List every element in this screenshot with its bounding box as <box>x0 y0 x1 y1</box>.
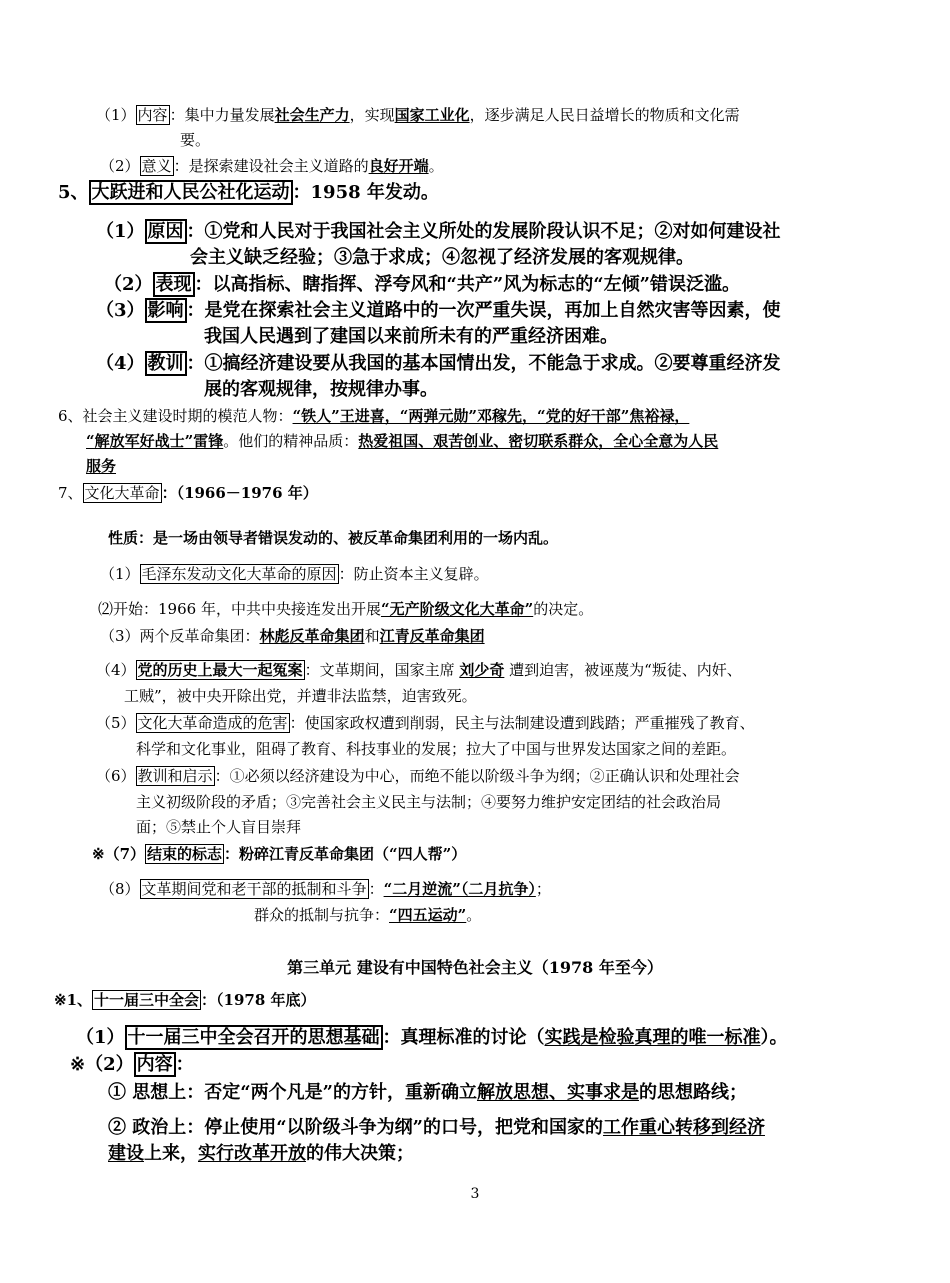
underlined-term: 良好开端 <box>368 157 429 175</box>
section-5-lesson-cont: 展的客观规律，按规律办事。 <box>204 379 438 400</box>
unit-3-content-politics-cont: 建设上来，实行改革开放的伟大决策； <box>108 1143 414 1164</box>
keyword-box: 十一届三中全会召开的思想基础 <box>125 1025 383 1050</box>
section-6-line-1: 6、社会主义建设时期的模范人物：“铁人”王进喜，“两弹元勋”邓稼先，“党的好干部”焦裕禄， <box>58 407 690 425</box>
section-7-end: ※（7） 结束的标志 ：粉碎江青反革命集团（“四人帮”） <box>92 845 467 863</box>
keyword-box: 内容 <box>137 106 168 124</box>
keyword-box: 意义 <box>141 157 172 175</box>
underlined-term: 江青反革命集团 <box>379 627 485 645</box>
section-7-harm: （5） 文化大革命造成的危害 ：使国家政权遭到削弱，民主与法制建设遭到践踏；严重摧残了教育、 <box>96 714 755 732</box>
section-7-nature: 性质：是一场由领导者错误发动的、被反革命集团利用的一场内乱。 <box>108 529 559 547</box>
section-5-manifest: （2） 表现 ：以高指标、瞎指挥、浮夸风和“共产”风为标志的“左倾”错误泛滥。 <box>104 274 740 295</box>
keyword-box: 教训和启示 <box>137 767 213 785</box>
section-6-line-3 <box>86 457 116 476</box>
section-7-resist-cont: 群众的抵制与抗争：“四五运动”。 <box>254 906 482 924</box>
underlined-term: 国家工业化 <box>394 106 470 124</box>
underlined-term: “四五运动” <box>389 906 467 924</box>
underlined-term: 社会生产力 <box>274 106 350 124</box>
keyword-box: 表现 <box>153 272 195 297</box>
underlined-term: 建设 <box>108 1143 144 1164</box>
keyword-box: 大跃进和人民公社化运动 <box>89 180 293 205</box>
section-7-harm-cont: 科学和文化事业，阻碍了教育、科技事业的发展；拉大了中国与世界发达国家之间的差距。 <box>136 740 737 758</box>
underlined-term: 实践是检验真理的唯一标准 <box>544 1027 761 1048</box>
section-7-groups: （3）两个反革命集团：林彪反革命集团和江青反革命集团 <box>100 627 485 645</box>
section-5-cause-cont: 会主义缺乏经验；③急于求成；④忽视了经济发展的客观规律。 <box>190 247 694 268</box>
keyword-box: 十一届三中全会 <box>94 991 200 1009</box>
keyword-box: 结束的标志 <box>147 845 223 863</box>
unit-3-section-1: ※1、 十一届三中全会 ：（1978 年底） <box>54 991 316 1009</box>
keyword-box: 教训 <box>145 351 187 376</box>
section-5-impact: （3） 影响 ：是党在探索社会主义道路中的一次严重失误，再加上自然灾害等因素，使 <box>96 300 781 321</box>
section-7-case: （4） 党的历史上最大一起冤案 ：文革期间，国家主席 刘少奇 遭到迫害，被诬蔑为“叛徒、内奸、 <box>96 661 742 679</box>
keyword-box: 文化大革命造成的危害 <box>137 714 288 732</box>
content-line-1: （1） 内容 ：集中力量发展社会生产力，实现国家工业化，逐步满足人民日益增长的物质和文化需 <box>96 106 740 124</box>
section-7-resist: （8） 文革期间党和老干部的抵制和斗争 ：“二月逆流”（二月抗争）； <box>100 880 551 898</box>
section-7-start: ⑵开始：1966 年，中共中央接连发出开展“无产阶级文化大革命”的决定。 <box>98 600 594 618</box>
section-5-cause: （1） 原因 ：①党和人民对于我国社会主义所处的发展阶段认识不足；②对如何建设社 <box>96 221 781 242</box>
unit-3-content-ideology: ① 思想上：否定“两个凡是”的方针，重新确立解放思想、实事求是的思想路线； <box>108 1082 747 1103</box>
underlined-term: 实行改革开放 <box>198 1143 306 1164</box>
keyword-box: 党的历史上最大一起冤案 <box>137 661 303 679</box>
keyword-box: 文革期间党和老干部的抵制和斗争 <box>141 880 367 898</box>
unit-3-title: 第三单元 建设有中国特色社会主义（1978 年至今） <box>287 958 663 977</box>
underlined-term: 解放思想、实事求是 <box>476 1082 639 1103</box>
unit-3-basis: （1） 十一届三中全会召开的思想基础 ：真理标准的讨论（实践是检验真理的唯一标准）。 <box>76 1027 788 1048</box>
section-6-line-2: “解放军好战士”雷锋。他们的精神品质：热爱祖国、艰苦创业、密切联系群众，全心全意为人民 <box>86 432 719 450</box>
underlined-term: 林彪反革命集团 <box>259 627 365 645</box>
section-7-lesson: （6） 教训和启示 ：①必须以经济建设为中心，而绝不能以阶级斗争为纲；②正确认识和处理社会 <box>96 767 740 785</box>
underlined-term: “无产阶级文化大革命” <box>380 600 534 618</box>
section-7-heading: 7、 文化大革命 ：（1966－1976 年） <box>58 484 318 502</box>
unit-3-content-heading: ※（2） 内容 ： <box>70 1054 194 1075</box>
keyword-box: 影响 <box>145 298 187 323</box>
section-7-lesson-cont-1: 主义初级阶段的矛盾；③完善社会主义民主与法制；④要努力维护安定团结的社会政治局 <box>136 793 722 811</box>
keyword-box: 内容 <box>134 1052 176 1077</box>
underlined-term: “铁人”王进喜，“两弹元勋”邓稼先，“党的好干部”焦裕禄， <box>292 407 690 425</box>
section-5-lesson: （4） 教训 ：①搞经济建设要从我国的基本国情出发，不能急于求成。②要尊重经济发 <box>96 353 781 374</box>
underlined-term: 工作重心转移到经济 <box>602 1117 765 1138</box>
section-7-case-cont: 工贼”，被中央开除出党，并遭非法监禁，迫害致死。 <box>124 687 477 705</box>
section-7-lesson-cont-2: 面；⑤禁止个人盲目崇拜 <box>136 818 302 836</box>
section-7-cause: （1） 毛泽东发动文化大革命的原因 ：防止资本主义复辟。 <box>100 565 489 583</box>
underlined-term: “二月逆流”（二月抗争） <box>383 880 536 898</box>
underlined-term: “解放军好战士”雷锋 <box>86 432 224 450</box>
keyword-box: 原因 <box>145 219 187 244</box>
section-5-impact-cont: 我国人民遇到了建国以来前所未有的严重经济困难。 <box>204 326 618 347</box>
significance-line: （2） 意义 ：是探索建设社会主义道路的良好开端。 <box>100 157 444 175</box>
keyword-box: 毛泽东发动文化大革命的原因 <box>141 565 337 583</box>
underlined-term: 刘少奇 <box>459 661 505 679</box>
page-number: 3 <box>470 1186 480 1202</box>
content-line-1-cont: 要。 <box>180 131 211 149</box>
keyword-box: 文化大革命 <box>84 484 160 502</box>
underlined-term: 热爱祖国、艰苦创业、密切联系群众，全心全意为人民 <box>358 432 719 450</box>
underlined-term: 服务 <box>86 457 117 475</box>
unit-3-content-politics: ② 政治上：停止使用“以阶级斗争为纲”的口号，把党和国家的工作重心转移到经济 <box>108 1117 765 1138</box>
section-5-heading: 5、 大跃进和人民公社化运动 ：1958 年发动。 <box>58 182 439 203</box>
